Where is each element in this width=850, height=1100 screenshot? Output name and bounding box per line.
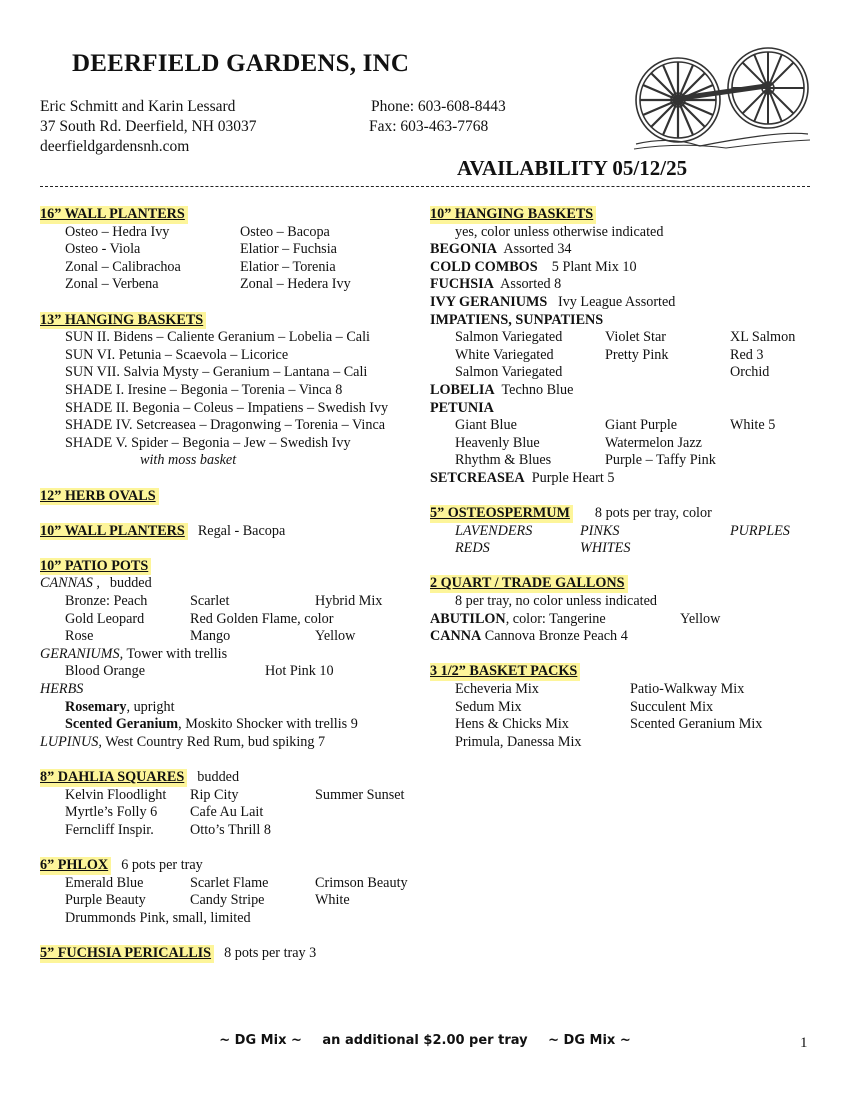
list-row: Hens & Chicks Mix Scented Geranium Mix [455, 716, 763, 733]
section-heading: 10” PATIO POTS [40, 558, 151, 576]
section-heading: 10” WALL PLANTERS [40, 523, 188, 541]
list-row: Gold Leopard Red Golden Flame, color [65, 610, 334, 627]
list-item: ABUTILON, color: Tangerine Yellow [430, 610, 721, 627]
section-16-wall-planters [40, 206, 425, 294]
section-note: Regal - Bacopa [197, 522, 286, 539]
list-row: Myrtle’s Folly 6 Cafe Au Lait [65, 804, 264, 821]
lupinus-label: LUPINUS, [40, 733, 102, 750]
list-row: Blood Orange Hot Pink 10 [65, 663, 334, 680]
list-item: SHADE V. Spider – Begonia – Jew – Swedish Ivy [65, 434, 351, 451]
list-item: SHADE II. Begonia – Coleus – Impatiens – Swedish Ivy [65, 399, 389, 416]
list-row: Zonal – Calibrachoa Elatior – Torenia [65, 258, 336, 275]
section-heading: 2 QUART / TRADE GALLONS [430, 575, 628, 593]
phone-fax-block [371, 97, 506, 137]
moss-note: with moss basket [140, 452, 237, 469]
list-row: Sedum Mix Succulent Mix [455, 698, 714, 715]
availability-date: AVAILABILITY 05/12/25 [457, 156, 688, 180]
section-5-osteospermum [430, 505, 820, 558]
list-row: Kelvin Floodlight Rip City Summer Sunset [65, 786, 405, 803]
list-row: Primula, Danessa Mix [455, 733, 582, 750]
owners: Eric Schmitt and Karin Lessard [40, 98, 236, 115]
section-heading: 5” OSTEOSPERMUM [430, 505, 573, 523]
list-row: Zonal – Verbena Zonal – Hedera Ivy [65, 276, 351, 293]
list-row: Echeveria Mix Patio-Walkway Mix [455, 681, 745, 698]
fax: Fax: 603-463-7768 [369, 118, 489, 135]
footer-note: an additional $2.00 per tray [322, 1033, 528, 1048]
list-row: Heavenly Blue Watermelon Jazz [455, 434, 702, 451]
list-row: Bronze: Peach Scarlet Hybrid Mix [65, 593, 383, 610]
list-item: IVY GERANIUMS Ivy League Assorted [430, 293, 676, 310]
section-heading: 6” PHLOX [40, 857, 111, 875]
section-5-fuchsia-pericallis [40, 945, 425, 963]
contact-block [40, 97, 257, 157]
cannas-label: CANNAS , [40, 575, 100, 592]
list-item: Rosemary, upright [65, 698, 175, 715]
phone: Phone: 603-608-8443 [371, 98, 506, 115]
geraniums-label: GERANIUMS, [40, 645, 124, 662]
right-column [430, 206, 820, 769]
section-3-5-basket-packs [430, 663, 820, 751]
list-item: SETCREASEA Purple Heart 5 [430, 469, 615, 486]
section-13-hanging-baskets [40, 312, 425, 470]
section-heading: 13” HANGING BASKETS [40, 312, 206, 330]
section-12-herb-ovals [40, 488, 425, 506]
list-item: LOBELIA Techno Blue [430, 381, 574, 398]
list-row: Ferncliff Inspir. Otto’s Thrill 8 [65, 821, 271, 838]
list-item: SHADE IV. Setcreasea – Dragonwing – Torenia – Vinca [65, 417, 386, 434]
list-item: SUN VII. Salvia Mysty – Geranium – Lantana – Cali [65, 364, 368, 381]
list-item: SHADE I. Iresine – Begonia – Torenia – Vinca 8 [65, 381, 343, 398]
list-row: Emerald Blue Scarlet Flame Crimson Beauty [65, 874, 408, 891]
footer [0, 1033, 850, 1048]
section-heading: 8” DAHLIA SQUARES [40, 769, 187, 787]
website: deerfieldgardensnh.com [40, 138, 190, 155]
section-heading: 3 1/2” BASKET PACKS [430, 663, 580, 681]
list-item: COLD COMBOS 5 Plant Mix 10 [430, 258, 637, 275]
section-heading: 5” FUCHSIA PERICALLIS [40, 945, 214, 963]
list-item: SUN VI. Petunia – Scaevola – Licorice [65, 346, 289, 363]
section-note: 6 pots per tray [121, 856, 203, 873]
list-row: Salmon Variegated Violet Star XL Salmon [455, 329, 796, 346]
left-column [40, 206, 425, 980]
footer-mix-right: ~ DG Mix ~ [548, 1033, 631, 1048]
section-heading: 12” HERB OVALS [40, 488, 159, 506]
section-note: 8 pots per tray, color [594, 505, 712, 522]
address: 37 South Rd. Deerfield, NH 03037 [40, 118, 257, 135]
list-row: Osteo - Viola Elatior – Fuchsia [65, 241, 337, 258]
section-10-patio-pots: 10” PATIO POTS CANNAS , budded Bronze: Peach Scarlet Hybrid Mix Gold Leopard Red Golden Flame, color Rose Mango Yellow GERANIUMS, Tower with trellis Blood Orange Hot Pink 10 HERBS Rosemary, upright Scented Geranium, Moskito Shocker with trellis 9 LUPINUS, West Country Red Rum, bud spiking 7 [40, 558, 425, 752]
list-row: REDS WHITES [455, 540, 631, 557]
section-2-quart-trade-gallons [430, 575, 820, 645]
section-10-hanging-baskets [430, 206, 820, 488]
list-row: LAVENDERS PINKS PURPLES [455, 522, 790, 539]
list-item: Drummonds Pink, small, limited [65, 909, 251, 926]
wagon-wheels-logo [630, 36, 812, 154]
list-item: CANNA Cannova Bronze Peach 4 [430, 628, 628, 645]
list-item: PETUNIA [430, 399, 494, 416]
list-row: Osteo – Hedra Ivy Osteo – Bacopa [65, 223, 330, 240]
list-item: IMPATIENS, SUNPATIENS [430, 311, 604, 328]
list-item: BEGONIA Assorted 34 [430, 241, 572, 258]
herbs-label: HERBS [40, 681, 84, 698]
list-row: White Variegated Pretty Pink Red 3 [455, 346, 764, 363]
section-8-dahlia-squares [40, 769, 425, 839]
page-number: 1 [800, 1035, 808, 1051]
section-10-wall-planters [40, 523, 425, 541]
list-row: Rose Mango Yellow [65, 628, 356, 645]
section-subnote: 8 per tray, no color unless indicated [455, 593, 657, 610]
section-heading: 10” HANGING BASKETS [430, 206, 596, 224]
list-row: Giant Blue Giant Purple White 5 [455, 417, 776, 434]
list-row: Rhythm & Blues Purple – Taffy Pink [455, 452, 716, 469]
section-subnote: yes, color unless otherwise indicated [455, 223, 664, 240]
section-6-phlox [40, 857, 425, 927]
footer-mix-left: ~ DG Mix ~ [219, 1033, 302, 1048]
company-name: DEERFIELD GARDENS, INC [72, 50, 410, 77]
list-row: Purple Beauty Candy Stripe White [65, 892, 350, 909]
header-divider [40, 186, 810, 187]
list-item: FUCHSIA Assorted 8 [430, 276, 562, 293]
list-item: SUN II. Bidens – Caliente Geranium – Lobelia – Cali [65, 329, 370, 346]
list-row: Salmon Variegated Orchid [455, 364, 770, 381]
section-heading: 16” WALL PLANTERS [40, 206, 188, 224]
section-note: budded [197, 769, 240, 785]
section-note: 8 pots per tray 3 [224, 944, 317, 961]
list-item: Scented Geranium, Moskito Shocker with trellis 9 [65, 716, 358, 733]
